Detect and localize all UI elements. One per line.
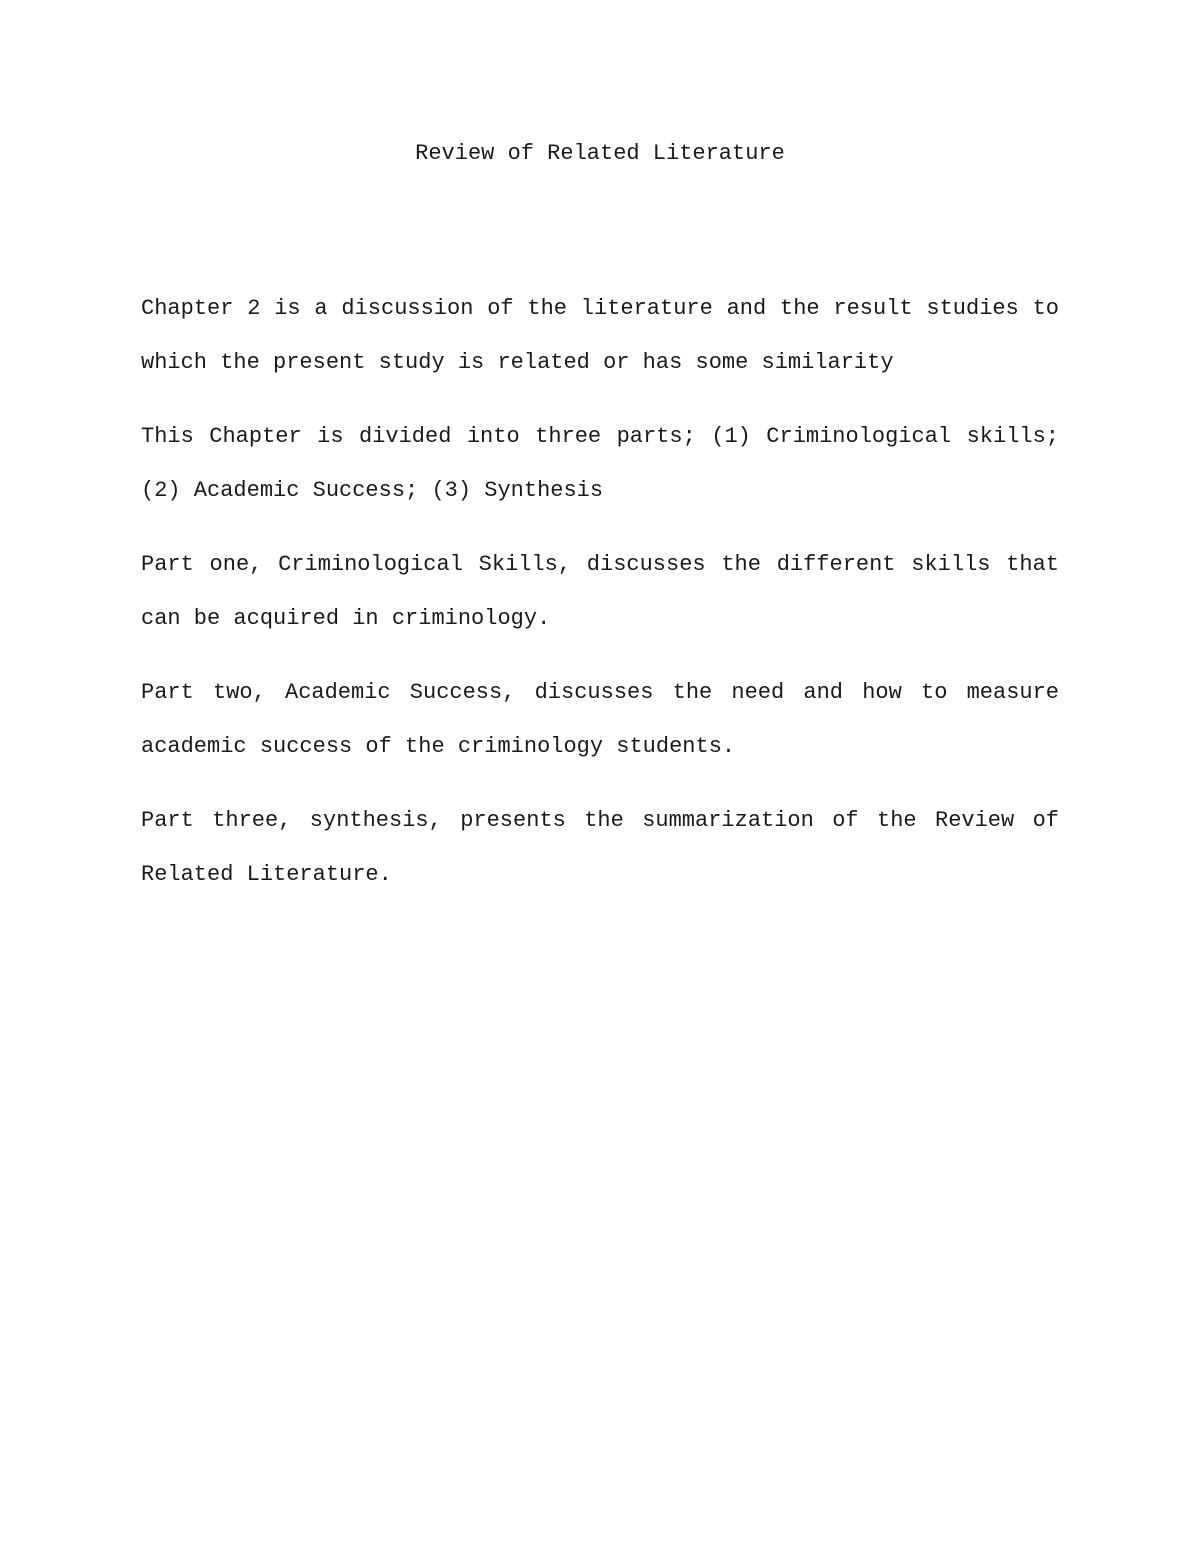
paragraph-part-three: Part three, synthesis, presents the summarization of the Review of Related Literature. [141,808,1059,887]
page-title: Review of Related Literature [415,141,785,166]
paragraph-part-one: Part one, Criminological Skills, discusses the different skills that can be acquired in criminology. [141,552,1059,631]
document-body [141,282,1059,922]
paragraph-chapter-parts: This Chapter is divided into three parts; (1) Criminological skills; (2) Academic Success; (3) Synthesis [141,424,1059,503]
paragraph-intro: Chapter 2 is a discussion of the literature and the result studies to which the present study is related or has some similarity [141,296,1059,375]
paragraph-part-two: Part two, Academic Success, discusses the need and how to measure academic success of the criminology students. [141,680,1059,759]
